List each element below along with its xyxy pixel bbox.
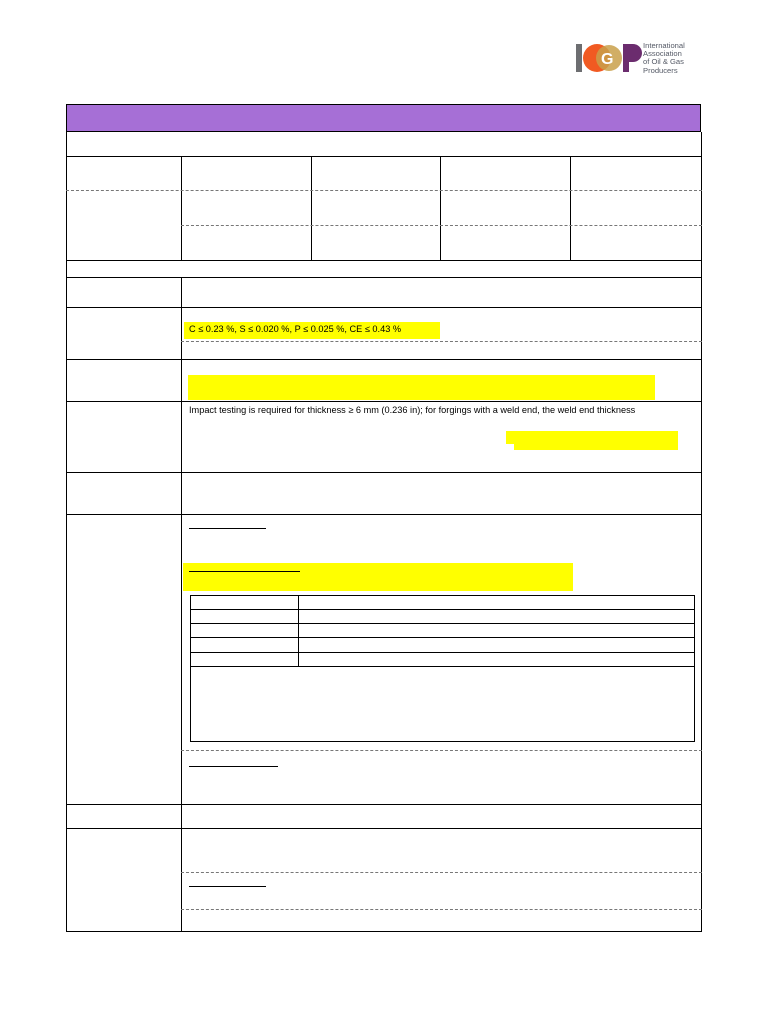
row-divider — [66, 828, 702, 829]
row-divider — [66, 359, 702, 360]
column-divider — [311, 156, 312, 260]
highlight — [183, 563, 573, 591]
dashed-divider — [181, 872, 702, 873]
inner-row-divider — [190, 637, 695, 638]
dashed-divider — [181, 750, 702, 751]
row-divider — [66, 307, 702, 308]
row-divider — [66, 804, 702, 805]
inner-table — [190, 595, 695, 742]
chemistry-text: C ≤ 0.23 %, S ≤ 0.020 %, P ≤ 0.025 %, CE ≤ 0.43 % — [189, 324, 402, 334]
highlight — [514, 440, 678, 450]
underline — [189, 766, 278, 767]
row-divider — [66, 514, 702, 515]
column-divider — [181, 156, 182, 260]
dashed-divider — [181, 909, 702, 910]
row-divider — [66, 156, 702, 157]
inner-row-divider — [190, 666, 695, 667]
inner-row-divider — [190, 652, 695, 653]
dashed-divider — [66, 190, 702, 191]
label-column-divider — [181, 277, 182, 931]
underline — [189, 571, 300, 572]
table-left-border — [66, 132, 67, 931]
dashed-divider — [181, 225, 702, 226]
iogp-logo-mark — [575, 40, 645, 76]
logo-text: International Association of Oil & Gas Producers — [643, 41, 685, 75]
column-divider — [570, 156, 571, 260]
svg-text:G: G — [601, 51, 614, 68]
table-bottom-border — [66, 931, 702, 932]
row-divider — [66, 260, 702, 261]
impact-testing-text: Impact testing is required for thickness ≥ 6 mm (0.236 in); for forgings with a weld end, the weld end thickness — [189, 405, 636, 415]
highlight — [188, 375, 655, 400]
underline — [189, 886, 266, 887]
row-divider — [66, 472, 702, 473]
column-divider — [440, 156, 441, 260]
inner-row-divider — [190, 609, 695, 610]
table-right-border — [701, 132, 702, 931]
dashed-divider — [181, 341, 702, 342]
inner-row-divider — [190, 623, 695, 624]
row-divider — [66, 401, 702, 402]
row-divider — [66, 277, 702, 278]
underline — [189, 528, 266, 529]
inner-column-divider — [298, 595, 299, 666]
section-header-bar — [66, 104, 701, 132]
